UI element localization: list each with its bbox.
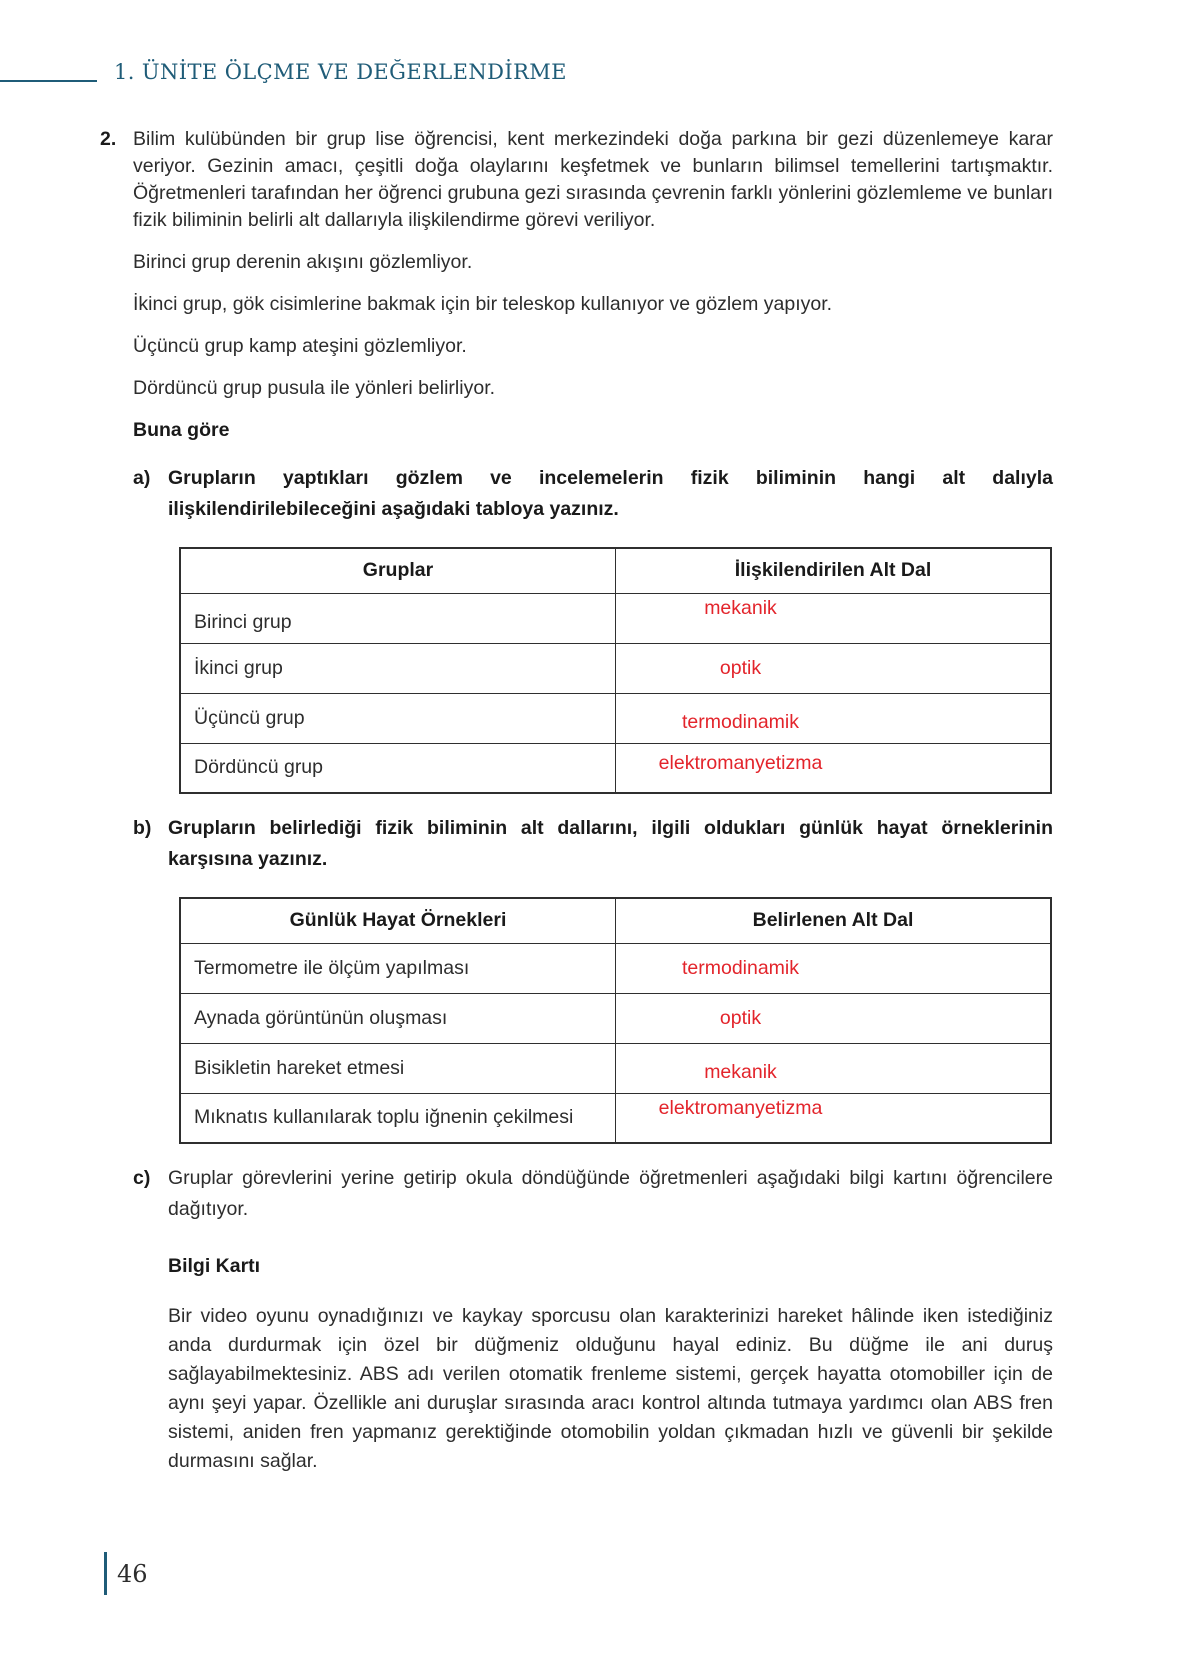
- table-header-row: [180, 898, 1051, 943]
- part-c-text: Gruplar görevlerini yerine getirip okula döndüğünde öğretmenleri aşağıdaki bilgi kartını öğrencilere dağıtıyor.: [168, 1167, 1053, 1220]
- unit-header-title: 1. ÜNİTE ÖLÇME VE DEĞERLENDİRME: [114, 60, 567, 84]
- table-row: [180, 1093, 1051, 1143]
- table-row: [180, 693, 1051, 743]
- handwritten-answer: termodinamik: [616, 943, 1052, 993]
- part-c-label: c): [133, 1167, 151, 1189]
- table-row: [180, 643, 1051, 693]
- handwritten-answer: mekanik: [616, 1043, 1052, 1093]
- handwritten-answer: mekanik: [616, 593, 1052, 643]
- group-label: Üçüncü grup: [180, 693, 616, 743]
- observation-group-2: İkinci grup, gök cisimlerine bakmak için bir teleskop kullanıyor ve gözlem yapıyor.: [133, 293, 833, 315]
- handwritten-answer: elektromanyetizma: [616, 1093, 1052, 1143]
- part-c: [133, 1163, 1053, 1225]
- observation-group-1: Birinci grup derenin akışını gözlemliyor.: [133, 251, 473, 273]
- info-card-body: Bir video oyunu oynadığınızı ve kaykay sporcusu olan karakterinizi hareket hâlinde iken istediğiniz anda durdurmak için özel bir düğmeniz olduğunu hayal ediniz. Bu düğme ile ani duruş sağlayabilmektesiniz. ABS adı verilen otomatik frenleme sistemi, gerçek hayatta otomobiller için de aynı şeyi yapar. Özellikle ani duruşlar sırasında aracı kontrol altında tutmaya yardımcı olan ABS fren sistemi, aniden fren yapmanız gerektiğinde otomobilin yoldan çıkmadan hızlı ve güvenli bir şekilde durmasını sağlar.: [168, 1305, 1053, 1472]
- column-header-related-subfield: İlişkilendirilen Alt Dal: [616, 548, 1052, 593]
- part-a: [133, 463, 1053, 525]
- page-number-rule: [104, 1552, 107, 1595]
- groups-subfield-table: [179, 547, 1052, 794]
- column-header-daily-life-examples: Günlük Hayat Örnekleri: [180, 898, 616, 943]
- question-2: [100, 126, 1053, 1476]
- question-number: 2.: [100, 128, 117, 150]
- group-label: Dördüncü grup: [180, 743, 616, 793]
- handwritten-answer: termodinamik: [616, 693, 1052, 743]
- page-number: 46: [117, 1560, 148, 1588]
- part-a-text: Grupların yaptıkları gözlem ve incelemelerin fizik biliminin hangi alt dalıyla ilişkilendirilebileceğini aşağıdaki tabloya yazınız.: [168, 467, 1053, 520]
- example-label: Aynada görüntünün oluşması: [180, 993, 616, 1043]
- table-row: [180, 943, 1051, 993]
- example-label: Termometre ile ölçüm yapılması: [180, 943, 616, 993]
- table-row: [180, 993, 1051, 1043]
- handwritten-answer: elektromanyetizma: [616, 743, 1052, 793]
- question-body: [133, 126, 1053, 1476]
- table-row: [180, 743, 1051, 793]
- column-header-groups: Gruplar: [180, 548, 616, 593]
- observation-group-4: Dördüncü grup pusula ile yönleri belirliyor.: [133, 377, 496, 399]
- part-b-text: Grupların belirlediği fizik biliminin alt dallarını, ilgili oldukları günlük hayat örneklerinin karşısına yazınız.: [168, 817, 1053, 870]
- table-row: [180, 1043, 1051, 1093]
- group-label: İkinci grup: [180, 643, 616, 693]
- part-b: [133, 813, 1053, 875]
- column-header-determined-subfield: Belirlenen Alt Dal: [616, 898, 1052, 943]
- group-label: Birinci grup: [180, 593, 616, 643]
- observation-group-3: Üçüncü grup kamp ateşini gözlemliyor.: [133, 335, 467, 357]
- question-intro-paragraph: Bilim kulübünden bir grup lise öğrencisi, kent merkezindeki doğa parkına bir gezi düzenlemeye karar veriyor. Gezinin amacı, çeşitli doğa olaylarını keşfetmek ve bunların bilimsel temellerini tartışmaktır. Öğretmenleri tarafından her öğrenci grubuna gezi sırasında çevrenin farklı yönlerini gözlemleme ve bunları fizik biliminin belirli alt dallarıyla ilişkilendirme görevi veriliyor.: [133, 128, 1053, 231]
- table-row: [180, 593, 1051, 643]
- example-label: Bisikletin hareket etmesi: [180, 1043, 616, 1093]
- handwritten-answer: optik: [616, 643, 1052, 693]
- info-card-title: Bilgi Kartı: [168, 1255, 261, 1277]
- content-area: [100, 126, 1053, 1476]
- lead-in-text: Buna göre: [133, 419, 230, 441]
- table-header-row: [180, 548, 1051, 593]
- daily-life-subfield-table: [179, 897, 1052, 1144]
- part-b-label: b): [133, 817, 152, 839]
- part-a-label: a): [133, 467, 151, 489]
- handwritten-answer: optik: [616, 993, 1052, 1043]
- header-rule: [0, 80, 97, 82]
- example-label: Mıknatıs kullanılarak toplu iğnenin çekilmesi: [180, 1093, 616, 1143]
